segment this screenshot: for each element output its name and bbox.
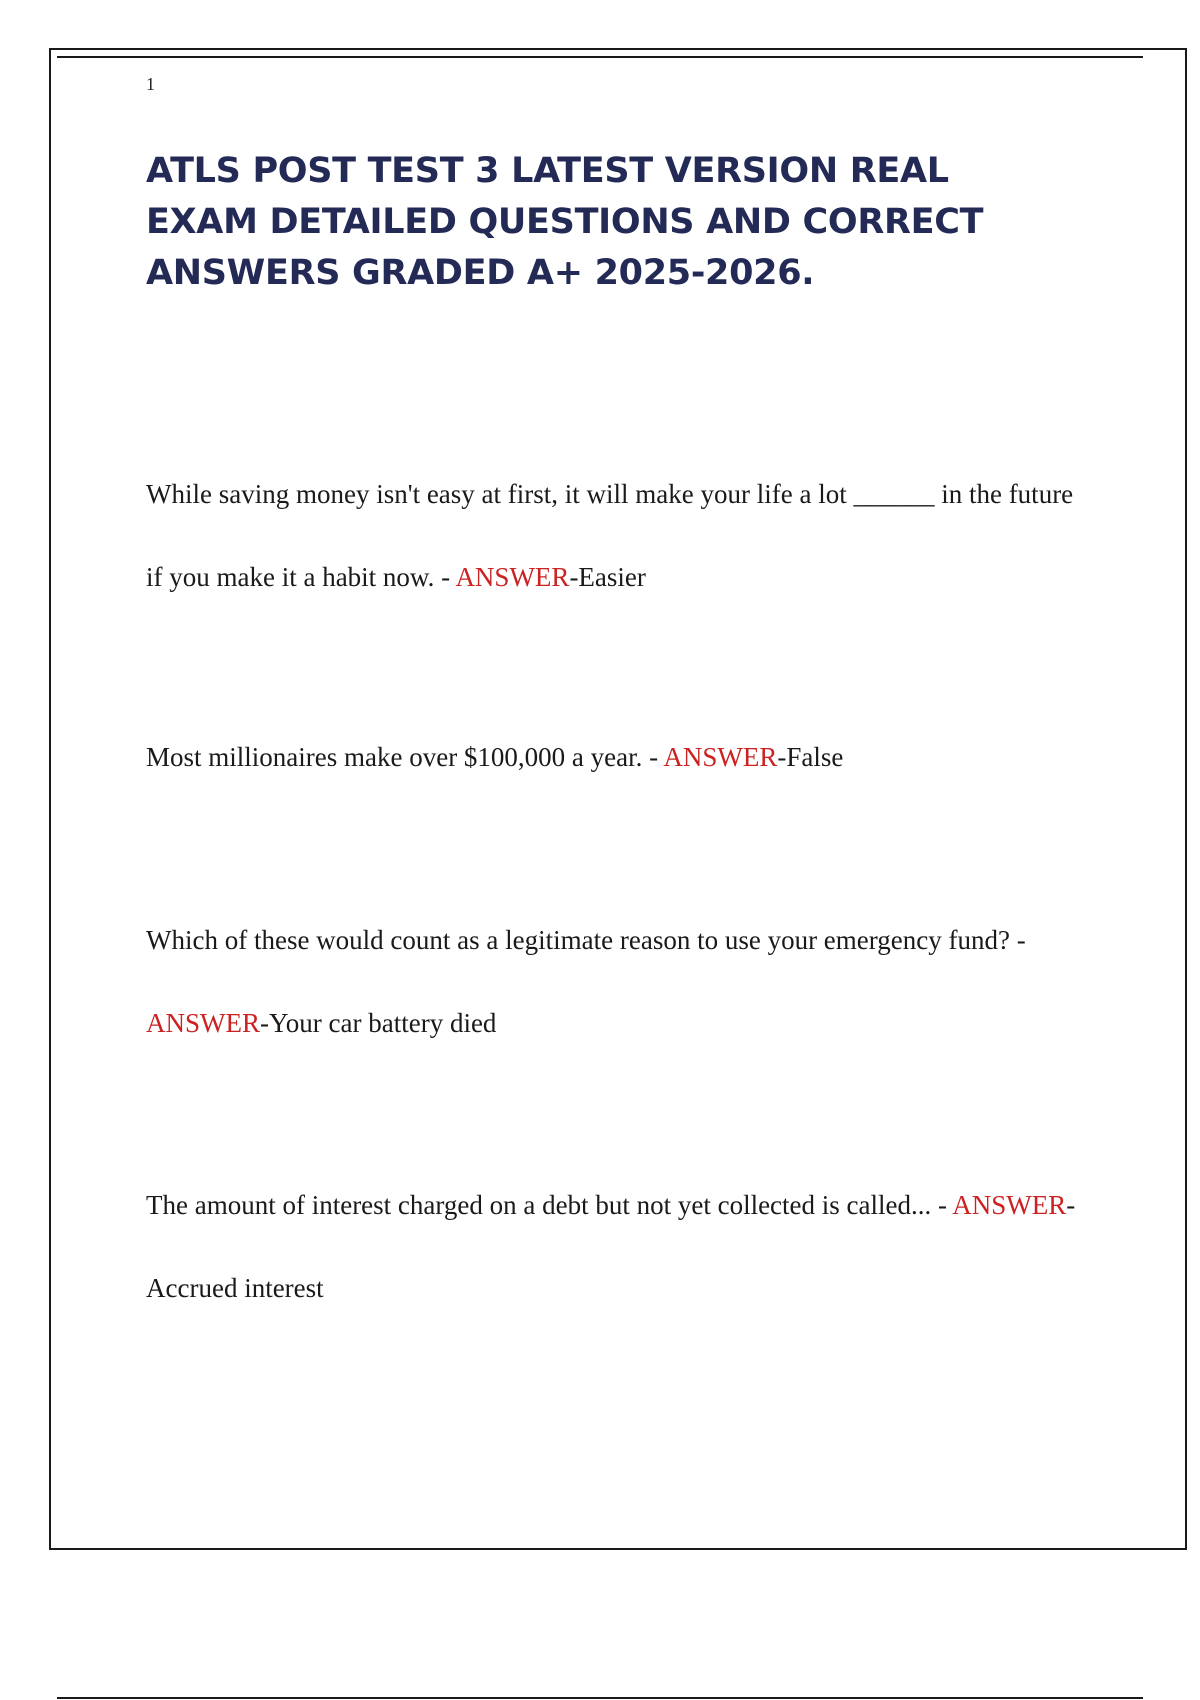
question-text: The amount of interest charged on a debt but not yet collected is called... - xyxy=(146,1190,953,1220)
answer-text: -Accrued interest xyxy=(146,1190,1076,1303)
answer-label: ANSWER xyxy=(146,1008,260,1038)
page-number: 1 xyxy=(146,74,155,94)
question-text: While saving money isn't easy at first, it will make your life a lot ______ in the future if you make it a habit now. - xyxy=(146,479,1074,592)
bottom-rule xyxy=(57,1697,1143,1699)
qa-item xyxy=(146,899,1096,1065)
qa-item xyxy=(146,1164,1096,1330)
answer-text: -False xyxy=(777,742,844,772)
qa-item xyxy=(146,716,1096,799)
top-rule xyxy=(57,56,1143,58)
answer-label: ANSWER xyxy=(663,742,778,772)
document-title: ATLS POST TEST 3 LATEST VERSION REAL EXAM DETAILED QUESTIONS AND CORRECT ANSWERS GRADED A+ 2025-2026. xyxy=(146,151,984,293)
answer-label: ANSWER xyxy=(455,562,570,592)
question-text: Which of these would count as a legitimate reason to use your emergency fund? - xyxy=(146,925,1026,955)
question-text: Most millionaires make over $100,000 a year. - xyxy=(146,742,664,772)
answer-label: ANSWER xyxy=(952,1190,1067,1220)
qa-item xyxy=(146,453,1096,619)
answer-text: -Your car battery died xyxy=(260,1008,497,1038)
answer-text: -Easier xyxy=(569,562,646,592)
